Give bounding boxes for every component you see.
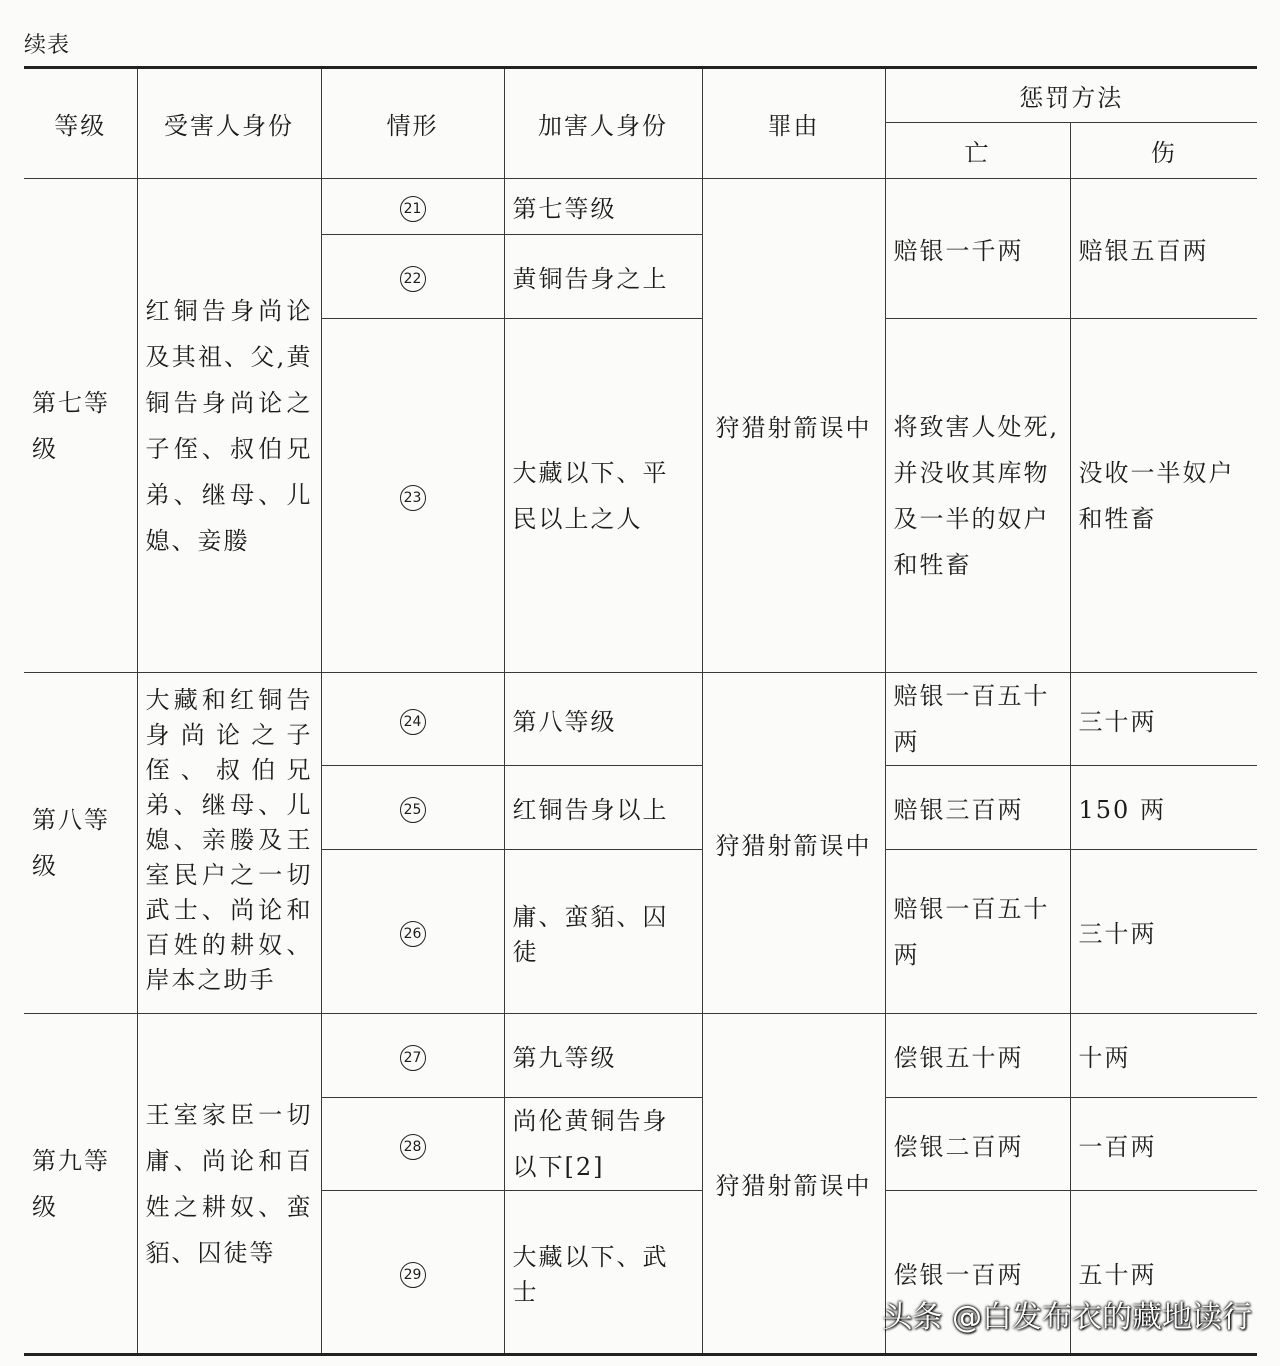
offender-cell: 红铜告身以上 xyxy=(504,766,702,850)
death-penalty-cell: 偿银五十两 xyxy=(885,1014,1070,1098)
header-grade: 等级 xyxy=(24,68,137,179)
header-offender: 加害人身份 xyxy=(504,68,702,179)
watermark: 头条 @白发布衣的藏地读行 xyxy=(882,1300,1252,1335)
table-row xyxy=(24,673,1257,766)
table-caption: 续表 xyxy=(24,33,71,58)
case-number: 24 xyxy=(321,673,504,766)
victim-cell: 大藏和红铜告身尚论之子侄、叔伯兄弟、继母、儿媳、亲媵及王室民户之一切武士、尚论和百姓的耕奴、岸本之助手 xyxy=(137,673,321,1014)
offender-cell: 第九等级 xyxy=(504,1014,702,1098)
case-number: 29 xyxy=(321,1191,504,1355)
case-number: 28 xyxy=(321,1098,504,1191)
death-penalty-cell: 赔银三百两 xyxy=(885,766,1070,850)
case-number: 26 xyxy=(321,850,504,1014)
death-penalty-cell: 赔银一千两 xyxy=(885,179,1070,319)
cause-cell: 狩猎射箭误中 xyxy=(702,673,885,1014)
injury-penalty-cell: 三十两 xyxy=(1070,850,1257,1014)
header-penalty: 惩罚方法 xyxy=(885,68,1257,123)
offender-cell: 大藏以下、武士 xyxy=(504,1191,702,1355)
header-injury: 伤 xyxy=(1070,123,1257,179)
injury-penalty-cell: 一百两 xyxy=(1070,1098,1257,1191)
injury-penalty-cell: 三十两 xyxy=(1070,673,1257,766)
death-penalty-cell: 将致害人处死,并没收其库物及一半的奴户和牲畜 xyxy=(885,319,1070,673)
case-number: 25 xyxy=(321,766,504,850)
case-number: 23 xyxy=(321,319,504,673)
injury-penalty-cell: 150 两 xyxy=(1070,766,1257,850)
injury-penalty-cell: 五十两 xyxy=(1070,1191,1257,1355)
victim-cell: 王室家臣一切庸、尚论和百姓之耕奴、蛮貊、囚徒等 xyxy=(137,1014,321,1355)
header-death: 亡 xyxy=(885,123,1070,179)
case-number: 27 xyxy=(321,1014,504,1098)
victim-cell: 红铜告身尚论及其祖、父,黄铜告身尚论之子侄、叔伯兄弟、继母、儿媳、妾媵 xyxy=(137,179,321,673)
table-row xyxy=(24,1014,1257,1098)
offender-cell: 庸、蛮貊、囚徒 xyxy=(504,850,702,1014)
penalty-table xyxy=(24,66,1257,1356)
death-penalty-cell: 赔银一百五十两 xyxy=(885,673,1070,766)
death-penalty-cell: 偿银二百两 xyxy=(885,1098,1070,1191)
header-row xyxy=(24,68,1257,123)
header-case: 情形 xyxy=(321,68,504,179)
offender-cell: 黄铜告身之上 xyxy=(504,235,702,319)
grade-cell: 第七等级 xyxy=(24,179,137,673)
injury-penalty-cell: 没收一半奴户和牲畜 xyxy=(1070,319,1257,673)
grade-cell: 第九等级 xyxy=(24,1014,137,1355)
offender-cell: 尚伦黄铜告身以下[2] xyxy=(504,1098,702,1191)
grade-cell: 第八等级 xyxy=(24,673,137,1014)
injury-penalty-cell: 十两 xyxy=(1070,1014,1257,1098)
cause-cell: 狩猎射箭误中 xyxy=(702,1014,885,1355)
offender-cell: 第八等级 xyxy=(504,673,702,766)
offender-cell: 第七等级 xyxy=(504,179,702,235)
case-number: 21 xyxy=(321,179,504,235)
death-penalty-cell: 偿银一百两 xyxy=(885,1191,1070,1355)
injury-penalty-cell: 赔银五百两 xyxy=(1070,179,1257,319)
header-cause: 罪由 xyxy=(702,68,885,179)
header-victim: 受害人身份 xyxy=(137,68,321,179)
case-number: 22 xyxy=(321,235,504,319)
offender-cell: 大藏以下、平民以上之人 xyxy=(504,319,702,673)
table-row xyxy=(24,179,1257,235)
death-penalty-cell: 赔银一百五十两 xyxy=(885,850,1070,1014)
cause-cell: 狩猎射箭误中 xyxy=(702,179,885,673)
